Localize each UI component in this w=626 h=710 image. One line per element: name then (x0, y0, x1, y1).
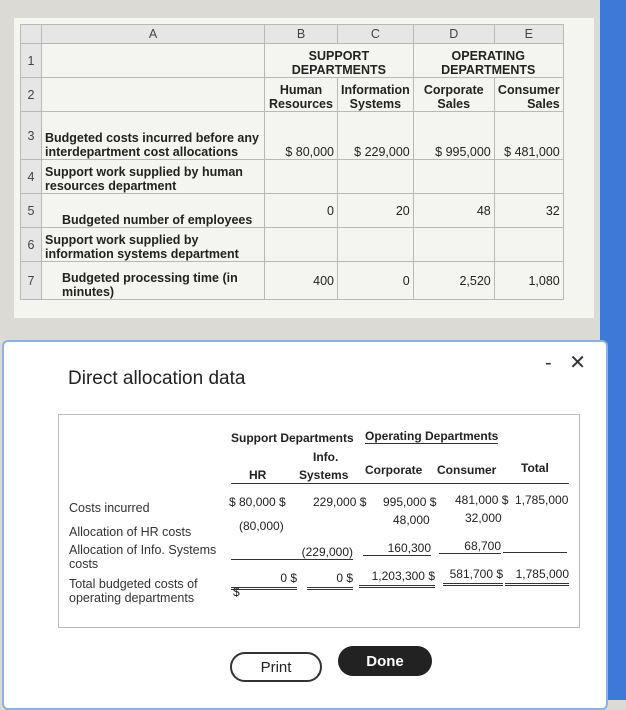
support-departments-header: SUPPORT DEPARTMENTS (265, 44, 414, 78)
cell-c6 (338, 228, 414, 262)
consumer-sales-header: Consumer Sales (494, 78, 563, 112)
header-rule (231, 483, 569, 484)
costs-hr-value: $ 80,000 $ (229, 495, 286, 509)
cell-c7: 0 (338, 262, 414, 300)
alloc-hr-corporate-value: 48,000 (393, 513, 430, 527)
hr-heading: HR (249, 468, 267, 482)
cell-e6 (494, 228, 563, 262)
cell-b7: 400 (265, 262, 338, 300)
support-departments-heading: Support Departments (231, 431, 354, 445)
budgeted-costs-label: Budgeted costs incurred before any interdepartment cost allocations (42, 112, 265, 160)
costs-incurred-label: Costs incurred (69, 501, 150, 515)
print-button[interactable]: Print (230, 652, 322, 682)
is-support-label: Support work supplied by information systems department (42, 228, 265, 262)
total-consumer-value: 581,700 $ (443, 567, 503, 586)
cell-e4 (494, 160, 563, 194)
allocation-is-label: Allocation of Info. Systems costs (69, 543, 217, 571)
systems-heading: Systems (299, 468, 349, 482)
total-hr-dollar: $ (233, 585, 240, 599)
done-button[interactable]: Done (338, 646, 432, 676)
col-letter-e: E (494, 25, 563, 44)
consumer-heading: Consumer (437, 463, 497, 477)
cell-d3: $ 995,000 (413, 112, 494, 160)
col-letter-c: C (338, 25, 414, 44)
corner-cell (21, 25, 42, 44)
costs-total-value: 1,785,000 (515, 493, 569, 507)
cell-d4 (413, 160, 494, 194)
col-letter-b: B (265, 25, 338, 44)
costs-corporate-value: 995,000 $ (383, 495, 437, 509)
row-number: 4 (21, 160, 42, 194)
total-budgeted-label: Total budgeted costs of operating departments (69, 577, 198, 605)
costs-consumer-value: 481,000 $ (455, 493, 509, 507)
row-number: 7 (21, 262, 42, 300)
total-total-value: 1,785,000 (505, 567, 569, 586)
human-resources-header: Human Resources (265, 78, 338, 112)
row-number: 1 (21, 44, 42, 78)
costs-is-value: 229,000 $ (313, 495, 367, 509)
alloc-is-corporate-value: 160,300 (363, 541, 431, 556)
col-letter-a: A (42, 25, 265, 44)
cell-c3: $ 229,000 (338, 112, 414, 160)
row-number: 3 (21, 112, 42, 160)
hr-support-label: Support work supplied by human resources department (42, 160, 265, 194)
cell-c5: 20 (338, 194, 414, 228)
alloc-is-total-rule (503, 551, 567, 553)
cell-d6 (413, 228, 494, 262)
info-heading: Info. (313, 450, 339, 464)
row-number: 2 (21, 78, 42, 112)
allocation-hr-label: Allocation of HR costs (69, 525, 192, 539)
cell-c4 (338, 160, 414, 194)
cell-e3: $ 481,000 (494, 112, 563, 160)
information-systems-header: Information Systems (338, 78, 414, 112)
employees-label: Budgeted number of employees (42, 194, 265, 228)
alloc-is-consumer-value: 68,700 (439, 539, 501, 554)
panel-title: Direct allocation data (68, 368, 246, 389)
cell-b3: $ 80,000 (265, 112, 338, 160)
total-is-value: 0 $ (307, 571, 353, 590)
cell-b4 (265, 160, 338, 194)
row-number: 5 (21, 194, 42, 228)
total-hr-value: 0 $ (231, 571, 297, 590)
spreadsheet-table (20, 24, 564, 300)
direct-allocation-panel (2, 340, 608, 710)
total-heading: Total (521, 461, 549, 475)
corporate-heading: Corporate (365, 463, 423, 477)
cell-d5: 48 (413, 194, 494, 228)
cell-d7: 2,520 (413, 262, 494, 300)
cell-e5: 32 (494, 194, 563, 228)
operating-departments-header: OPERATING DEPARTMENTS (413, 44, 563, 78)
spreadsheet (14, 18, 594, 318)
alloc-hr-consumer-value: 32,000 (465, 511, 502, 525)
col-letter-d: D (413, 25, 494, 44)
cell-b5: 0 (265, 194, 338, 228)
total-corporate-value: 1,203,300 $ (359, 569, 435, 588)
alloc-hr-hr-value: (80,000) (239, 519, 284, 533)
panel-window-controls[interactable]: - ✕ (545, 352, 592, 374)
processing-time-label: Budgeted processing time (in minutes) (42, 262, 265, 300)
cell-a2 (42, 78, 265, 112)
row-number: 6 (21, 228, 42, 262)
cell-a1 (42, 44, 265, 78)
operating-departments-heading: Operating Departments (365, 429, 499, 443)
cell-e7: 1,080 (494, 262, 563, 300)
alloc-is-is-value: (229,000) (231, 545, 353, 560)
cell-b6 (265, 228, 338, 262)
allocation-table (58, 414, 580, 628)
corporate-sales-header: Corporate Sales (413, 78, 494, 112)
